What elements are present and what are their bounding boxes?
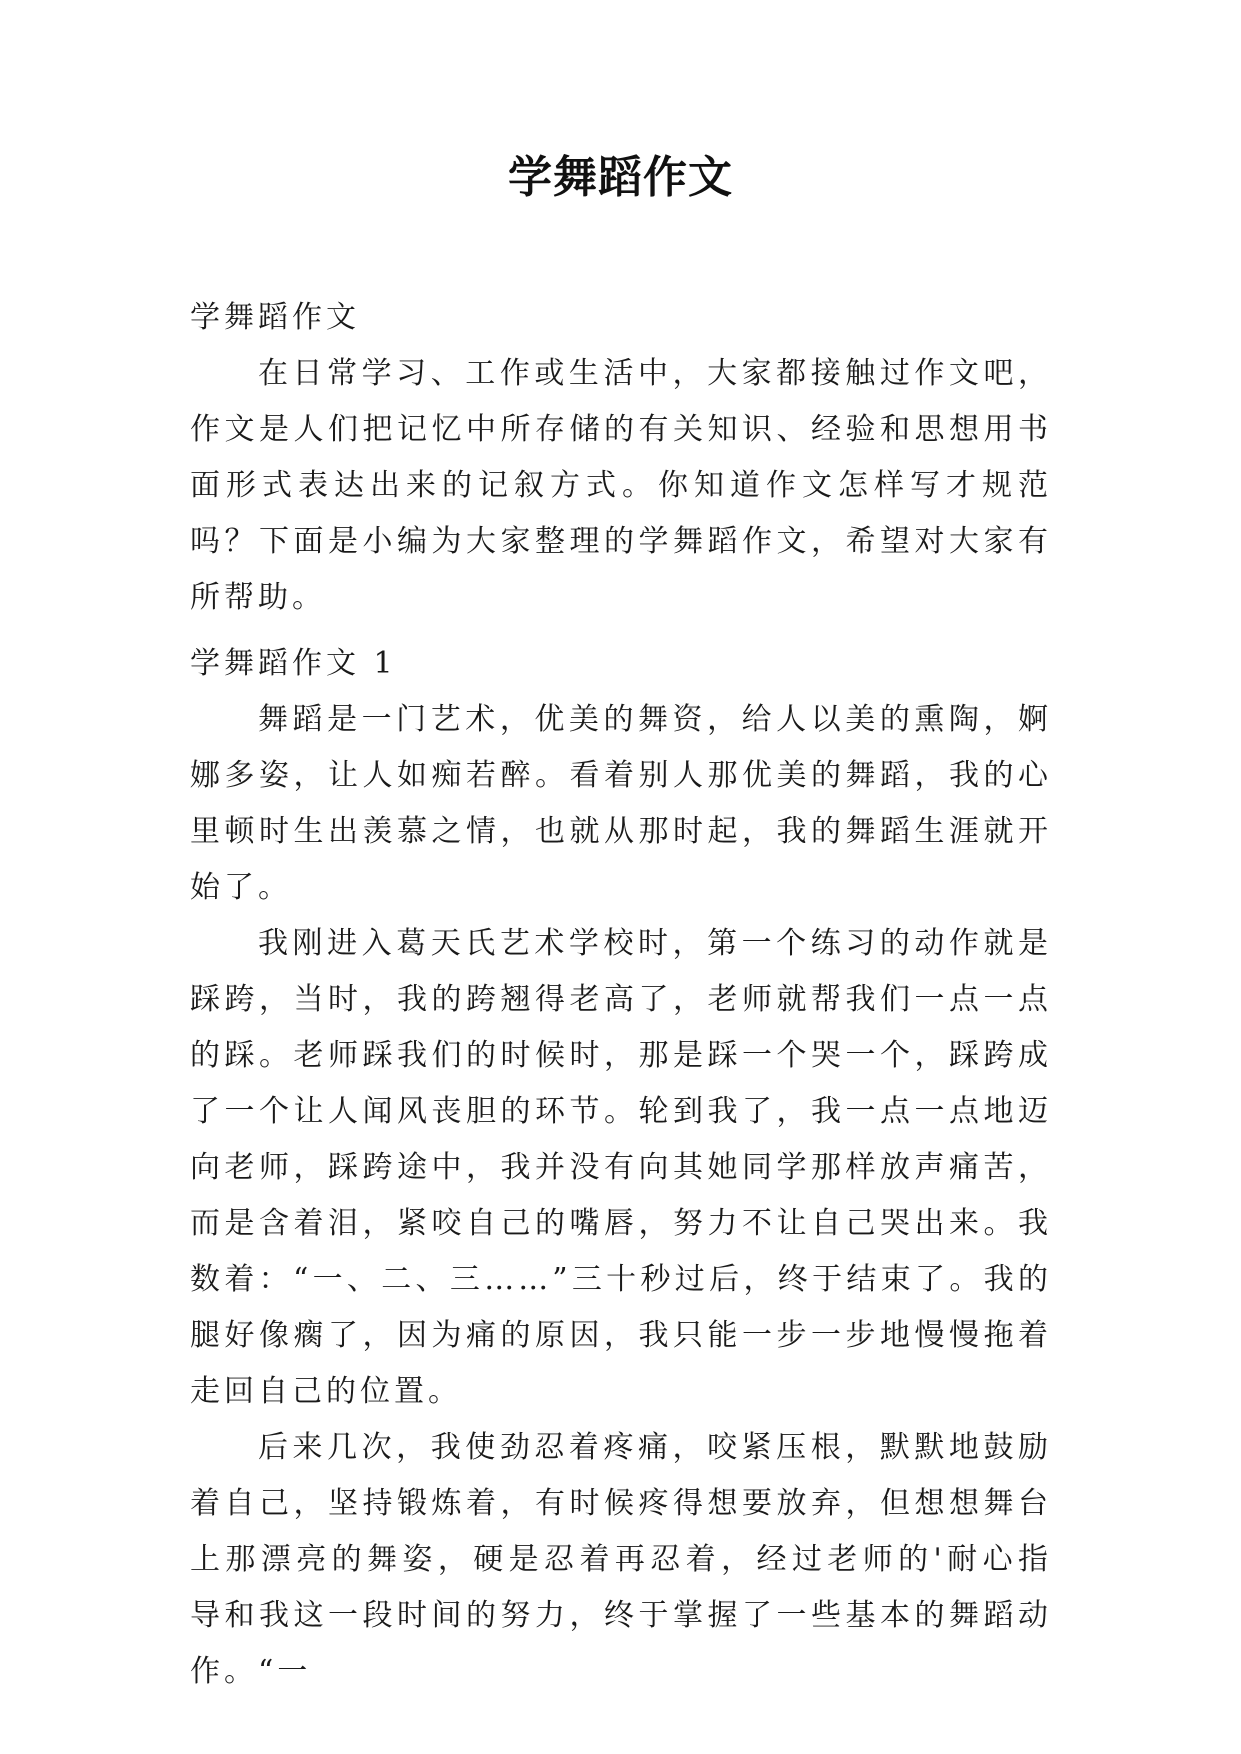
intro-paragraph: 在日常学习、工作或生活中，大家都接触过作文吧，作文是人们把记忆中所存储的有关知识、经验和思想用书面形式表达出来的记叙方式。你知道作文怎样写才规范吗？下面是小编为大家整理的学舞蹈作文，希望对大家有所帮助。 bbox=[190, 356, 1052, 615]
essay1-paragraph-1: 舞蹈是一门艺术，优美的舞资，给人以美的熏陶，婀娜多姿，让人如痴若醉。看着别人那优美的舞蹈，我的心里顿时生出羡慕之情，也就从那时起，我的舞蹈生涯就开始了。 bbox=[190, 702, 1052, 905]
intro-heading: 学舞蹈作文 bbox=[190, 300, 360, 335]
essay1-section bbox=[190, 692, 1052, 1700]
essay1-heading: 学舞蹈作文 1 bbox=[190, 646, 397, 681]
essay1-paragraph-3: 后来几次，我使劲忍着疼痛，咬紧压根，默默地鼓励着自己，坚持锻炼着，有时候疼得想要放弃，但想想舞台上那漂亮的舞姿，硬是忍着再忍着，经过老师的'耐心指导和我这一段时间的努力，终于掌握了一些基本的舞蹈动作。“一 bbox=[190, 1430, 1052, 1689]
intro-section bbox=[190, 346, 1052, 626]
document-title: 学舞蹈作文 bbox=[508, 152, 733, 203]
essay1-paragraph-2: 我刚进入葛天氏艺术学校时，第一个练习的动作就是踩跨，当时，我的跨翘得老高了，老师就帮我们一点一点的踩。老师踩我们的时候时，那是踩一个哭一个，踩跨成了一个让人闻风丧胆的环节。轮到我了，我一点一点地迈向老师，踩跨途中，我并没有向其她同学那样放声痛苦，而是含着泪，紧咬自己的嘴唇，努力不让自己哭出来。我数着：“一、二、三……”三十秒过后，终于结束了。我的腿好像瘸了，因为痛的原因，我只能一步一步地慢慢拖着走回自己的位置。 bbox=[190, 926, 1052, 1409]
